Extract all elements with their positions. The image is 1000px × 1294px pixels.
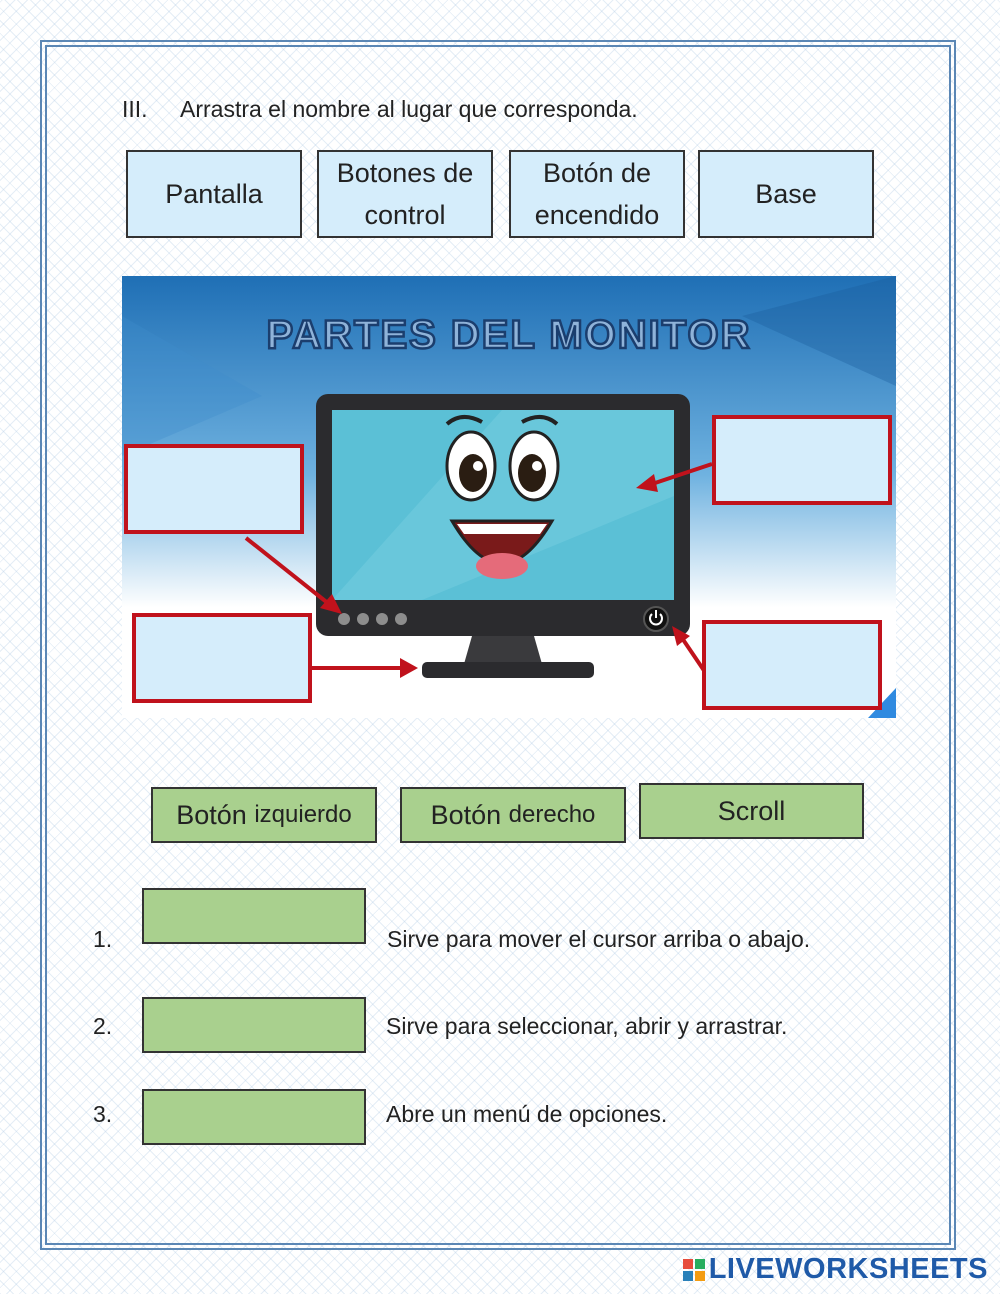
instruction (122, 96, 638, 123)
drop-zone-question-3[interactable] (142, 1089, 366, 1145)
question-2-text: Sirve para seleccionar, abrir y arrastrar. (386, 1013, 788, 1039)
question-3-number: 3. (93, 1101, 113, 1127)
tile-sub-text: derecho (508, 801, 596, 828)
word-tile-boton-encendido[interactable]: Botón de encendido (509, 150, 685, 238)
question-1-number: 1. (93, 926, 113, 952)
word-tile-botones-control[interactable]: Botones de control (317, 150, 493, 238)
picture-title: PARTES DEL MONITOR (266, 313, 752, 357)
logo-square (695, 1259, 705, 1269)
instruction-text: Arrastra el nombre al lugar que corresponda. (180, 96, 638, 122)
word-tile-boton-izquierdo[interactable] (151, 787, 377, 843)
instruction-number: III. (122, 96, 148, 122)
monitor-base (422, 662, 594, 678)
tile-sub-text: izquierdo (254, 801, 352, 828)
word-tile-boton-derecho[interactable] (400, 787, 626, 843)
monitor-neck (464, 636, 542, 664)
logo-square (695, 1271, 705, 1281)
drop-zone-screen[interactable] (712, 415, 892, 505)
word-tile-pantalla[interactable]: Pantalla (126, 150, 302, 238)
word-tile-base[interactable]: Base (698, 150, 874, 238)
question-2-number: 2. (93, 1013, 113, 1039)
drop-zone-power-button[interactable] (702, 620, 882, 710)
drop-zone-question-2[interactable] (142, 997, 366, 1053)
liveworksheets-icon (683, 1259, 705, 1281)
monitor-picture (122, 276, 896, 718)
tile-main-text: Botón (430, 799, 502, 830)
brand-name: LIVEWORKSHEETS (708, 1253, 988, 1285)
logo-square (683, 1259, 693, 1269)
question-1-text: Sirve para mover el cursor arriba o abajo. (387, 926, 811, 952)
control-button-dot (338, 613, 350, 625)
drop-zone-question-1[interactable] (142, 888, 366, 944)
logo-square (683, 1271, 693, 1281)
word-tile-scroll[interactable]: Scroll (639, 783, 864, 839)
liveworksheets-logo[interactable] (683, 1253, 988, 1286)
control-button-dot (395, 613, 407, 625)
question-3-text: Abre un menú de opciones. (386, 1101, 668, 1127)
tile-main-text: Botón (176, 799, 247, 830)
control-button-dot (357, 613, 369, 625)
drop-zone-control-buttons[interactable] (124, 444, 304, 534)
drop-zone-base[interactable] (132, 613, 312, 703)
control-button-dot (376, 613, 388, 625)
